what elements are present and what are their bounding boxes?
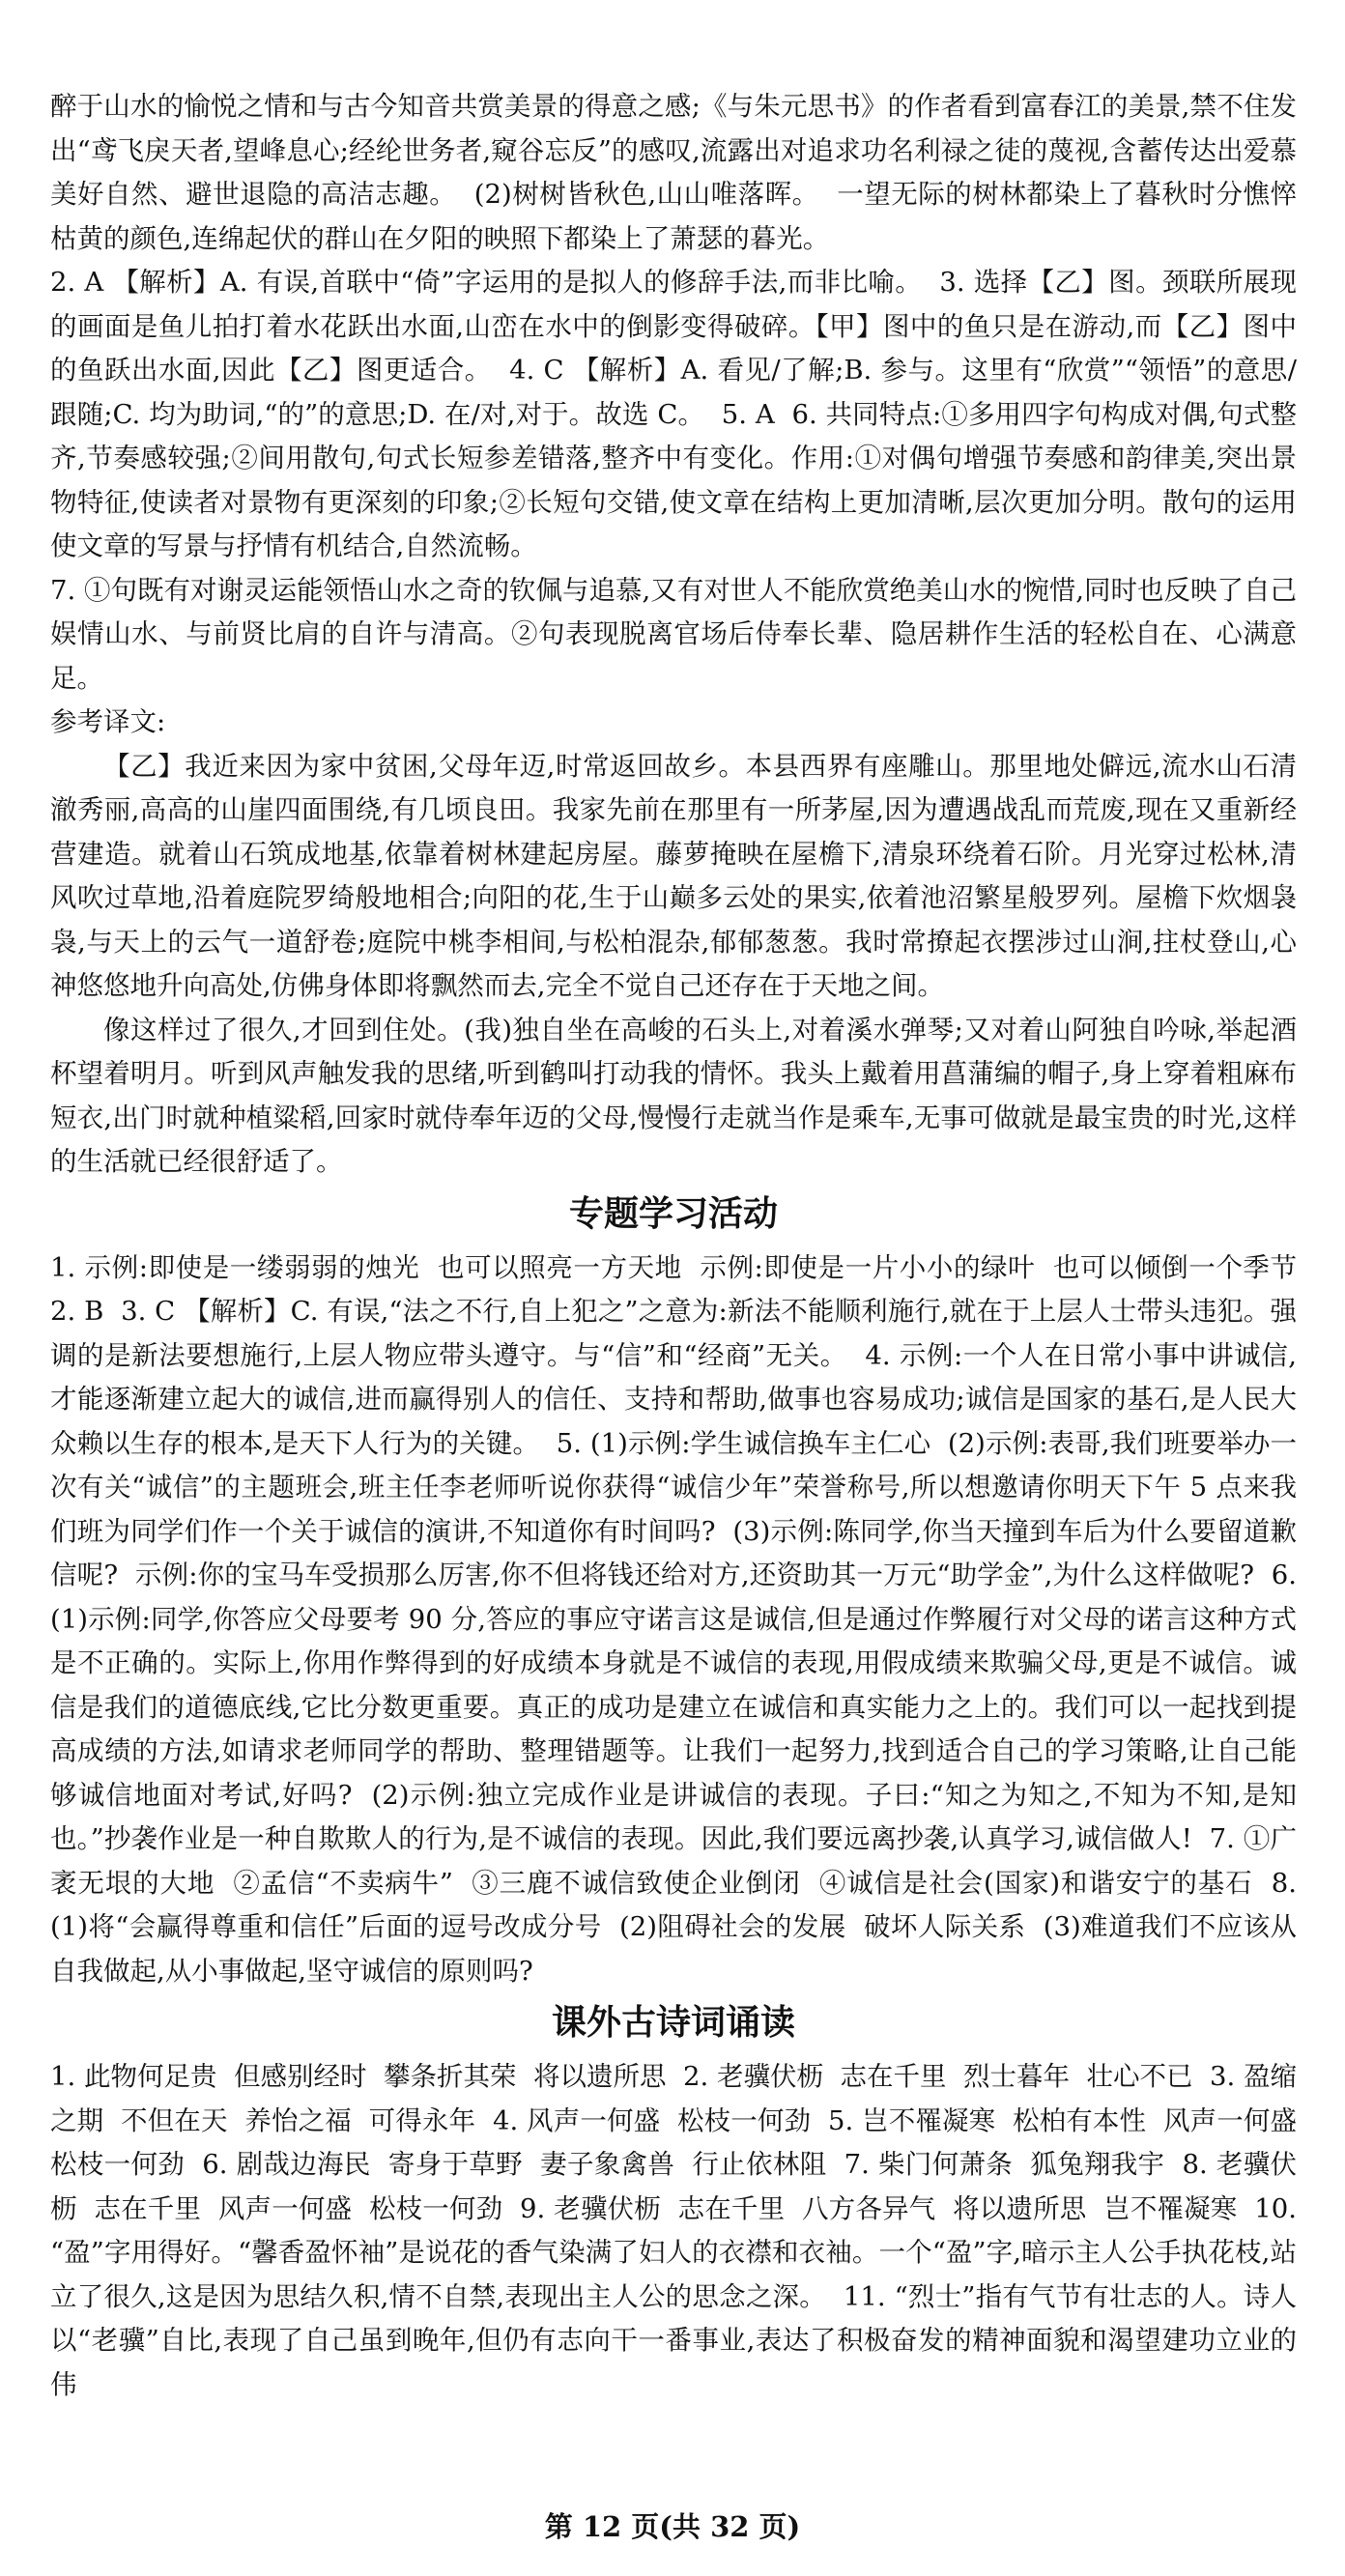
paragraph-answer-1-cont: 醉于山水的愉悦之情和与古今知音共赏美景的得意之感;《与朱元思书》的作者看到富春江的美景,禁不住发出“鸢飞戾天者,望峰息心;经纶世务者,窥谷忘反”的感叹,流露出对追求功名利禄之徒的蔑视,含蓄传达出爱慕美好自然、避世退隐的高洁志趣。 (2)树树皆秋色,山山唯落晖。 一望无际的树林都染上了暮秋时分憔悴枯黄的颜色,连绵起伏的群山在夕阳的映照下都染上了萧瑟的暮光。 [50,91,1297,254]
section-topic-activity-answers: 1. 示例:即使是一缕弱弱的烛光 也可以照亮一方天地 示例:即使是一片小小的绿叶 也可以倾倒一个季节 2. B 3. C 【解析】C. 有误,“法之不行,自上犯之”之意为:新法不能顺利施行,就在于上层人士带头违犯。强调的是新法要想施行,上层人物应带头遵守。与“信”和“经商”无关。 4. 示例:一个人在日常小事中讲诚信,才能逐渐建立起大的诚信,进而赢得别人的信任、支持和帮助,做事也容易成功;诚信是国家的基石,是人民大众赖以生存的根本,是天下人行为的关键。 5. (1)示例:学生诚信换车主仁心 (2)示例:表哥,我们班要举办一次有关“诚信”的主题班会,班主任李老师听说你获得“诚信少年”荣誉称号,所以想邀请你明天下午 5 点来我们班为同学们作一个关于诚信的演讲,不知道你有时间吗? (3)示例:陈同学,你当天撞到车后为什么要留道歉信呢? 示例:你的宝马车受损那么厉害,你不但将钱还给对方,还资助其一万元“助学金”,为什么这样做呢? 6. (1)示例:同学,你答应父母要考 90 分,答应的事应守诺言这是诚信,但是通过作弊履行对父母的诺言这种方式是不正确的。实际上,你用作弊得到的好成绩本身就是不诚信的表现,用假成绩来欺骗父母,更是不诚信。诚信是我们的道德底线,它比分数更重要。真正的成功是建立在诚信和真实能力之上的。我们可以一起找到提高成绩的方法,如请求老师同学的帮助、整理错题等。让我们一起努力,找到适合自己的学习策略,让自己能够诚信地面对考试,好吗? (2)示例:独立完成作业是讲诚信的表现。子曰:“知之为知之,不知为不知,是知也。”抄袭作业是一种自欺欺人的行为,是不诚信的表现。因此,我们要远离抄袭,认真学习,诚信做人! 7. ①广袤无垠的大地 ②孟信“不卖病牛” ③三鹿不诚信致使企业倒闭 ④诚信是社会(国家)和谐安宁的基石 8. (1)将“会赢得尊重和信任”后面的逗号改成分号 (2)阻碍社会的发展 破坏人际关系 (3)难道我们不应该从自我做起,从小事做起,坚守诚信的原则吗? [50,1251,1314,1987]
answer-page [50,85,1314,2407]
translation-heading: 参考译文: [50,706,166,737]
page-number-footer: 第 12 页(共 32 页) [544,2510,801,2543]
section-title-topic-activity: 专题学习活动 [568,1193,778,1234]
translation-paragraph-2: 像这样过了很久,才回到住处。(我)独自坐在高峻的石头上,对着溪水弹琴;又对着山阿独自吟咏,举起酒杯望着明月。听到风声触发我的思绪,听到鹤叫打动我的情怀。我头上戴着用菖蒲编的帽子,身上穿着粗麻布短衣,出门时就种植粱稻,回家时就侍奉年迈的父母,慢慢行走就当作是乘车,无事可做就是最宝贵的时光,这样的生活就已经很舒适了。 [50,1014,1298,1177]
paragraph-answers-2-6: 2. A 【解析】A. 有误,首联中“倚”字运用的是拟人的修辞手法,而非比喻。 3. 选择【乙】图。颈联所展现的画面是鱼儿拍打着水花跃出水面,山峦在水中的倒影变得破碎。【甲】图中的鱼只是在游动,而【乙】图中的鱼跃出水面,因此【乙】图更适合。 4. C 【解析】A. 看见/了解;B. 参与。这里有“欣赏”“领悟”的意思/跟随;C. 均为助词,“的”的意思;D. 在/对,对于。故选 C。 5. A 6. 共同特点:①多用四字句构成对偶,句式整齐,节奏感较强;②间用散句,句式长短参差错落,整齐中有变化。作用:①对偶句增强节奏感和韵律美,突出景物特征,使读者对景物有更深刻的印象;②长短句交错,使文章在结构上更加清晰,层次更加分明。散句的运用使文章的写景与抒情有机结合,自然流畅。 [50,267,1297,561]
section-title-extracurricular-poems: 课外古诗词诵读 [551,2003,795,2043]
paragraph-answer-7: 7. ①句既有对谢灵运能领悟山水之奇的钦佩与追慕,又有对世人不能欣赏绝美山水的惋惜,同时也反映了自己娱情山水、与前贤比肩的自许与清高。②句表现脱离官场后侍奉长辈、隐居耕作生活的轻松自在、心满意足。 [50,574,1297,694]
translation-paragraph-1: 【乙】我近来因为家中贫困,父母年迈,时常返回故乡。本县西界有座雕山。那里地处僻远,流水山石清澈秀丽,高高的山崖四面围绕,有几顷良田。我家先前在那里有一所茅屋,因为遭遇战乱而荒废,现在又重新经营建造。就着山石筑成地基,依靠着树林建起房屋。藤萝掩映在屋檐下,清泉环绕着石阶。月光穿过松林,清风吹过草地,沿着庭院罗绮般地相合;向阳的花,生于山巅多云处的果实,依着池沼繁星般罗列。屋檐下炊烟袅袅,与天上的云气一道舒卷;庭院中桃李相间,与松柏混杂,郁郁葱葱。我时常撩起衣摆涉过山涧,拄杖登山,心神悠悠地升向高处,仿佛身体即将飘然而去,完全不觉自己还存在于天地之间。 [50,750,1297,1001]
section-poems-answers: 1. 此物何足贵 但感别经时 攀条折其荣 将以遗所思 2. 老骥伏枥 志在千里 烈士暮年 壮心不已 3. 盈缩之期 不但在天 养怡之福 可得永年 4. 风声一何盛 松枝一何劲 5. 岂不罹凝寒 松柏有本性 风声一何盛 松枝一何劲 6. 剧哉边海民 寄身于草野 妻子象禽兽 行止依林阻 7. 柴门何萧条 狐兔翔我宇 8. 老骥伏枥 志在千里 风声一何盛 松枝一何劲 9. 老骥伏枥 志在千里 八方各异气 将以遗所思 岂不罹凝寒 10. “盈”字用得好。“馨香盈怀袖”是说花的香气染满了妇人的衣襟和衣袖。一个“盈”字,暗示主人公手执花枝,站立了很久,这是因为思结久积,情不自禁,表现出主人公的思念之深。 11. “烈士”指有气节有壮志的人。诗人以“老骥”自比,表现了自己虽到晚年,但仍有志向干一番事业,表达了积极奋发的精神面貌和渴望建功立业的伟 [50,2061,1314,2400]
